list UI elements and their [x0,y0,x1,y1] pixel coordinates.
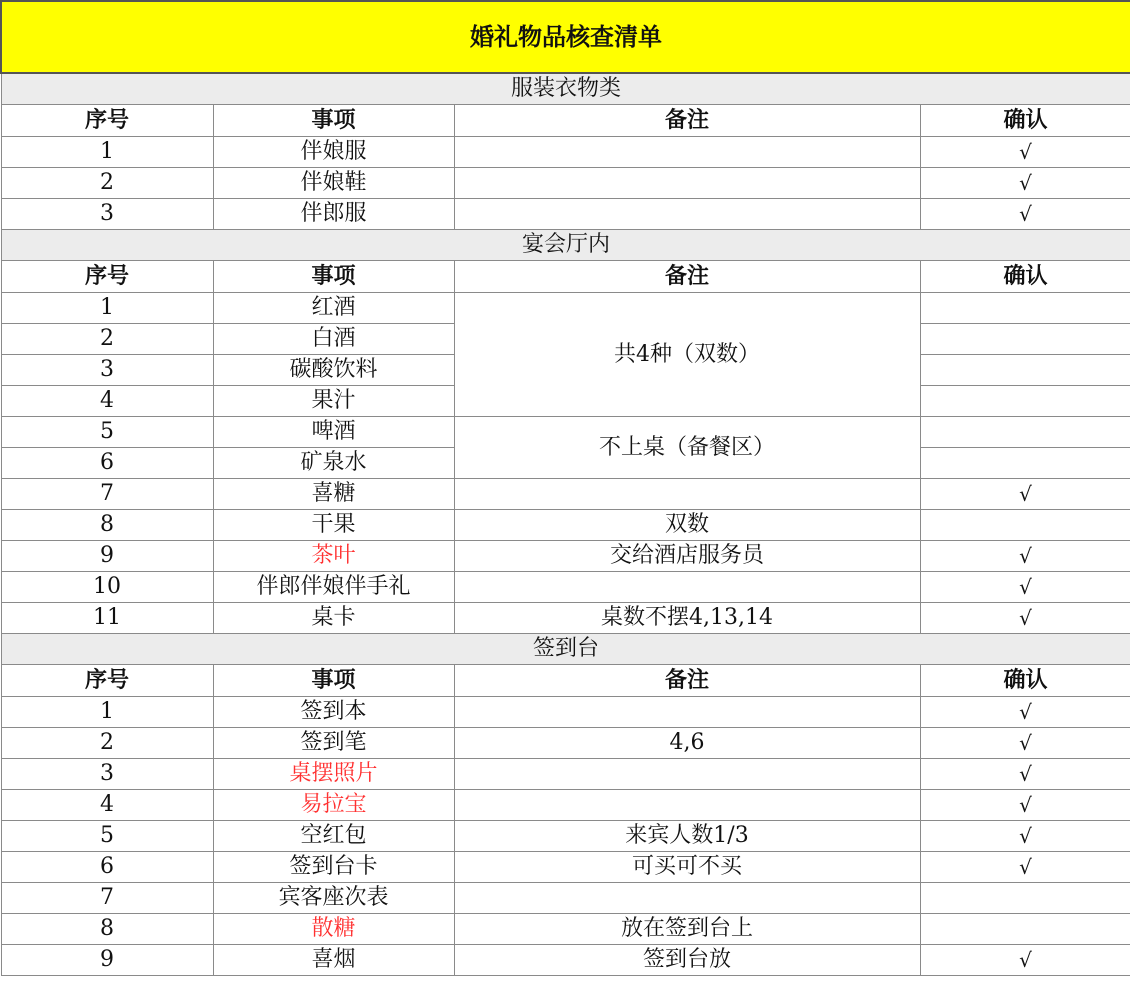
page-title: 婚礼物品核查清单 [1,1,1130,73]
row-confirm-check: √ [920,541,1130,572]
row-number: 7 [1,883,213,914]
row-item: 易拉宝 [213,790,454,821]
table-row [1,821,1130,852]
row-number: 6 [1,852,213,883]
row-confirm-check: √ [920,945,1130,976]
column-header-no: 序号 [1,665,213,697]
table-row [1,759,1130,790]
row-item: 签到笔 [213,728,454,759]
row-note [454,759,920,790]
row-item: 散糖 [213,914,454,945]
row-number: 8 [1,510,213,541]
row-number: 7 [1,479,213,510]
section-header-row [1,634,1130,665]
section-header-row [1,73,1130,105]
row-item: 签到台卡 [213,852,454,883]
table-row [1,417,1130,448]
row-note: 签到台放 [454,945,920,976]
row-number: 3 [1,759,213,790]
table-row [1,541,1130,572]
row-number: 2 [1,168,213,199]
row-item: 桌卡 [213,603,454,634]
column-header-confirm: 确认 [920,105,1130,137]
row-number: 8 [1,914,213,945]
row-number: 6 [1,448,213,479]
row-confirm-check [920,386,1130,417]
row-item: 宾客座次表 [213,883,454,914]
row-note [454,697,920,728]
row-number: 4 [1,790,213,821]
section-header-row [1,230,1130,261]
table-row [1,790,1130,821]
table-row [1,728,1130,759]
row-note [454,883,920,914]
row-number: 9 [1,945,213,976]
row-confirm-check: √ [920,199,1130,230]
row-confirm-check [920,448,1130,479]
row-item: 果汁 [213,386,454,417]
table-row [1,293,1130,324]
row-confirm-check: √ [920,168,1130,199]
row-note-merged: 共4种（双数） [454,293,920,417]
section-title: 宴会厅内 [1,230,1130,261]
column-header-note: 备注 [454,665,920,697]
row-item: 喜烟 [213,945,454,976]
column-header-note: 备注 [454,261,920,293]
column-header-item: 事项 [213,105,454,137]
row-item: 伴娘服 [213,137,454,168]
row-confirm-check: √ [920,603,1130,634]
table-row [1,945,1130,976]
row-confirm-check: √ [920,137,1130,168]
row-confirm-check [920,417,1130,448]
row-number: 3 [1,355,213,386]
section-title: 签到台 [1,634,1130,665]
table-row [1,168,1130,199]
table-row [1,852,1130,883]
row-confirm-check [920,293,1130,324]
table-row [1,883,1130,914]
column-header-confirm: 确认 [920,261,1130,293]
row-item: 喜糖 [213,479,454,510]
row-item: 签到本 [213,697,454,728]
row-confirm-check: √ [920,852,1130,883]
row-item: 伴郎服 [213,199,454,230]
row-confirm-check: √ [920,572,1130,603]
row-confirm-check: √ [920,728,1130,759]
row-number: 1 [1,293,213,324]
row-note [454,199,920,230]
table-row [1,199,1130,230]
row-number: 10 [1,572,213,603]
row-number: 2 [1,728,213,759]
row-confirm-check [920,510,1130,541]
table-row [1,479,1130,510]
row-item: 伴郎伴娘伴手礼 [213,572,454,603]
row-number: 11 [1,603,213,634]
row-item: 啤酒 [213,417,454,448]
column-header-no: 序号 [1,261,213,293]
row-item: 伴娘鞋 [213,168,454,199]
column-header-row [1,665,1130,697]
column-header-item: 事项 [213,665,454,697]
row-note [454,572,920,603]
row-number: 5 [1,417,213,448]
table-row [1,697,1130,728]
checklist-body [1,1,1130,976]
row-confirm-check: √ [920,759,1130,790]
row-note: 4,6 [454,728,920,759]
column-header-note: 备注 [454,105,920,137]
row-confirm-check [920,883,1130,914]
row-note: 桌数不摆4,13,14 [454,603,920,634]
row-note: 可买可不买 [454,852,920,883]
row-confirm-check [920,324,1130,355]
row-note: 来宾人数1/3 [454,821,920,852]
column-header-row [1,105,1130,137]
row-number: 5 [1,821,213,852]
row-number: 9 [1,541,213,572]
row-item: 矿泉水 [213,448,454,479]
table-row [1,572,1130,603]
column-header-row [1,261,1130,293]
row-item: 白酒 [213,324,454,355]
row-item: 红酒 [213,293,454,324]
row-item: 干果 [213,510,454,541]
row-number: 4 [1,386,213,417]
row-number: 3 [1,199,213,230]
table-row [1,137,1130,168]
table-row [1,603,1130,634]
row-confirm-check: √ [920,697,1130,728]
row-confirm-check [920,914,1130,945]
row-item: 茶叶 [213,541,454,572]
row-confirm-check [920,355,1130,386]
table-row [1,914,1130,945]
row-note [454,137,920,168]
row-note: 放在签到台上 [454,914,920,945]
row-number: 1 [1,697,213,728]
column-header-confirm: 确认 [920,665,1130,697]
row-confirm-check: √ [920,821,1130,852]
row-note [454,790,920,821]
column-header-item: 事项 [213,261,454,293]
column-header-no: 序号 [1,105,213,137]
row-note: 双数 [454,510,920,541]
row-item: 桌摆照片 [213,759,454,790]
row-note: 交给酒店服务员 [454,541,920,572]
row-confirm-check: √ [920,790,1130,821]
row-note [454,479,920,510]
row-number: 1 [1,137,213,168]
row-item: 空红包 [213,821,454,852]
row-note [454,168,920,199]
table-row [1,510,1130,541]
row-note-merged: 不上桌（备餐区） [454,417,920,479]
section-title: 服装衣物类 [1,73,1130,105]
row-number: 2 [1,324,213,355]
row-confirm-check: √ [920,479,1130,510]
row-item: 碳酸饮料 [213,355,454,386]
